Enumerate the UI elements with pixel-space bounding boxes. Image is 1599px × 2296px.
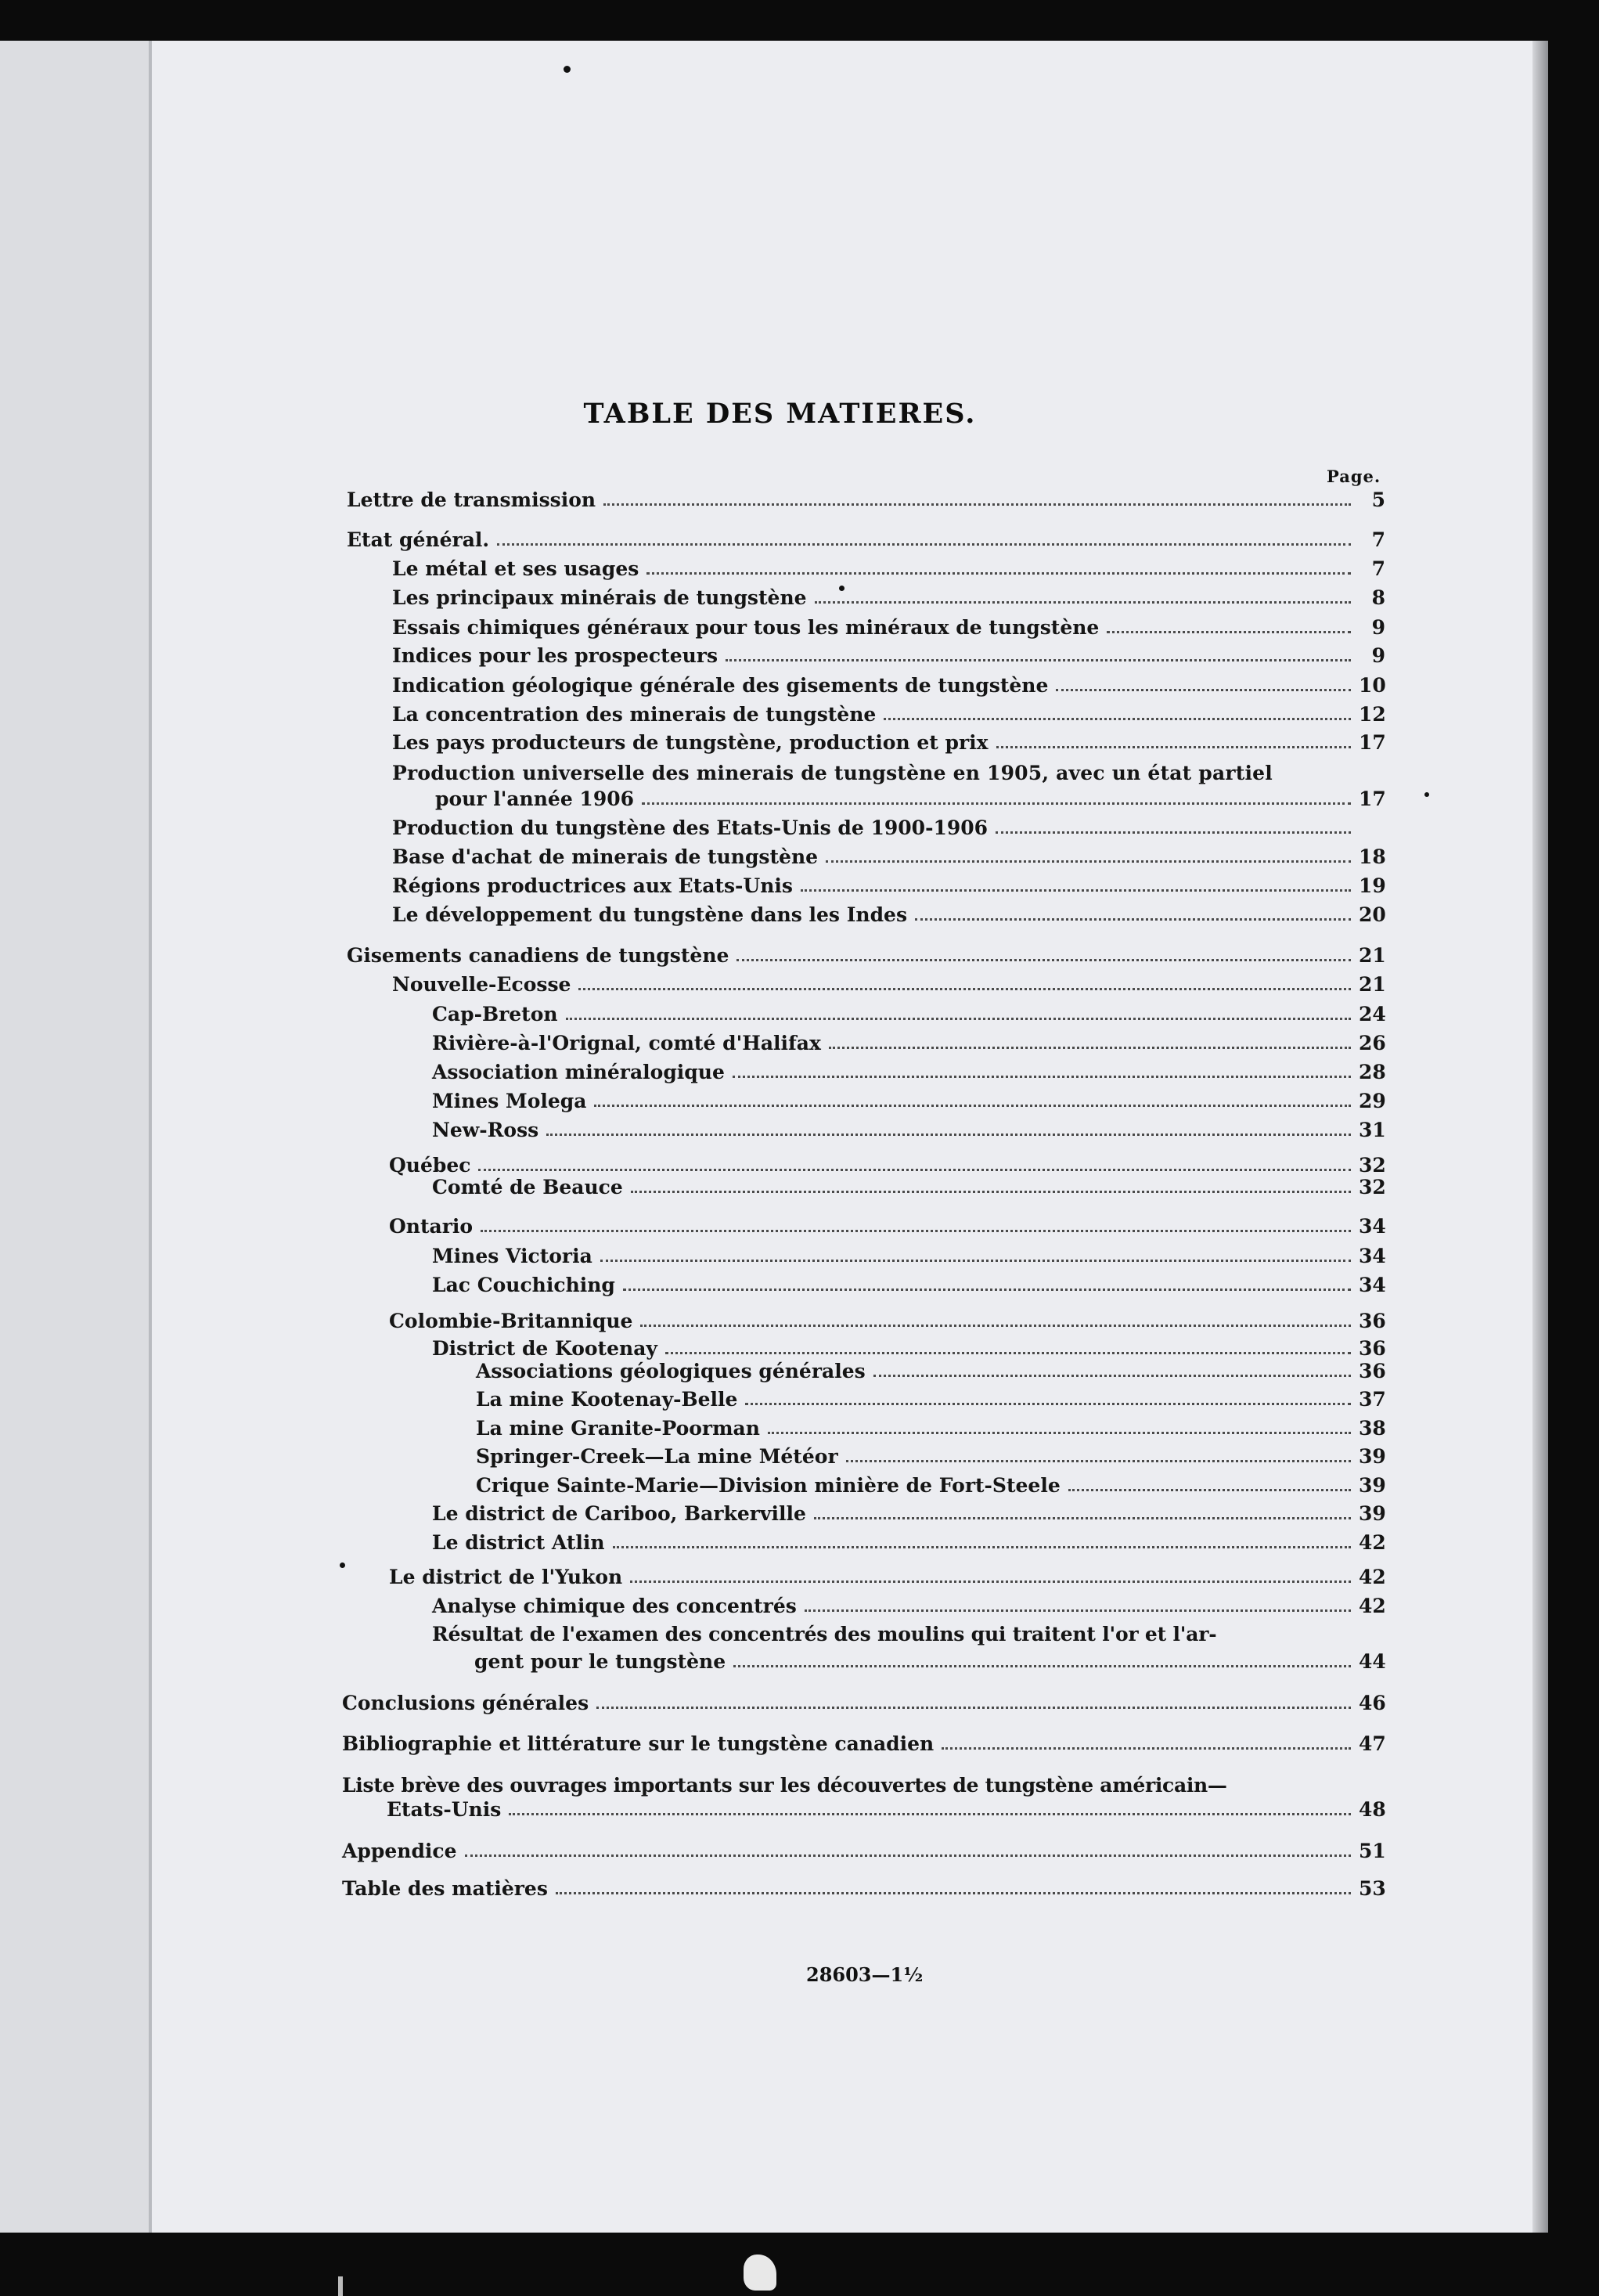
toc-entry — [347, 944, 1385, 968]
entry-text: Les pays producteurs de tungstène, production et prix — [392, 731, 989, 754]
entry-text: La mine Kootenay-Belle — [476, 1388, 738, 1411]
entry-page: 21 — [1359, 944, 1386, 967]
entry-text: Le développement du tungstène dans les Indes — [392, 903, 908, 926]
entry-page: 42 — [1359, 1566, 1386, 1588]
dot-leader — [996, 831, 1351, 834]
toc-entry — [392, 557, 1385, 581]
toc-entry — [392, 616, 1385, 640]
dot-leader — [497, 543, 1351, 546]
dot-leader — [1107, 631, 1351, 633]
entry-page: 17 — [1359, 731, 1386, 754]
entry-page: 17 — [1359, 788, 1386, 810]
dot-leader — [733, 1076, 1351, 1078]
dot-leader — [846, 1460, 1351, 1462]
dot-leader — [768, 1432, 1351, 1434]
entry-text: Mines Victoria — [432, 1245, 592, 1267]
toc-entry — [347, 528, 1385, 552]
entry-text: Table des matières — [342, 1877, 548, 1900]
dot-leader — [509, 1813, 1351, 1815]
entry-page: 32 — [1359, 1154, 1386, 1177]
dot-leader — [805, 1609, 1351, 1612]
dot-leader — [646, 572, 1351, 575]
entry-text: Mines Molega — [432, 1090, 587, 1112]
dot-leader — [630, 1581, 1351, 1583]
dot-leader — [829, 1047, 1351, 1049]
entry-page: 19 — [1359, 874, 1386, 897]
dot-leader — [556, 1892, 1351, 1894]
entry-page: 37 — [1359, 1388, 1386, 1411]
entry-text: Base d'achat de minerais de tungstène — [392, 845, 819, 868]
entry-page: 34 — [1359, 1245, 1386, 1267]
entry-text: Le métal et ses usages — [392, 557, 639, 580]
entry-text: Les principaux minérais de tungstène — [392, 586, 807, 609]
scan-artifact — [744, 2255, 776, 2291]
dot-leader — [745, 1403, 1351, 1405]
toc-entry — [432, 1061, 1385, 1084]
toc-entry — [342, 1840, 1385, 1863]
toc-entry — [432, 1245, 1385, 1268]
dot-leader — [578, 988, 1351, 990]
dot-leader — [1068, 1489, 1351, 1491]
dot-leader — [546, 1134, 1351, 1136]
entry-text: Bibliographie et littérature sur le tungstène canadien — [342, 1732, 935, 1755]
dot-leader — [631, 1191, 1351, 1193]
dot-leader — [481, 1230, 1351, 1232]
toc-entry — [392, 731, 1385, 755]
entry-page: 36 — [1359, 1360, 1386, 1382]
entry-text: Le district de l'Yukon — [389, 1566, 623, 1588]
toc-entry — [342, 1692, 1385, 1715]
toc-entry — [476, 1388, 1385, 1411]
entry-text: Conclusions générales — [342, 1692, 589, 1714]
dot-leader — [826, 860, 1351, 863]
toc-entry — [392, 674, 1385, 697]
entry-text: La mine Granite-Poorman — [476, 1417, 760, 1440]
entry-page: 21 — [1359, 973, 1386, 996]
entry-text: Springer-Creek—La mine Météor — [476, 1445, 838, 1468]
toc-entry — [389, 1310, 1385, 1333]
entry-page: 47 — [1359, 1732, 1386, 1755]
entry-page: 32 — [1359, 1176, 1386, 1198]
entry-page: 39 — [1359, 1474, 1386, 1497]
page-column-header: Page. — [1327, 467, 1381, 486]
entry-text: Analyse chimique des concentrés — [432, 1595, 797, 1617]
entry-page: 31 — [1359, 1119, 1386, 1141]
dot-leader — [736, 959, 1351, 961]
entry-text: Le district Atlin — [432, 1531, 605, 1554]
dot-leader — [726, 659, 1351, 661]
entry-page: 5 — [1371, 488, 1385, 511]
dot-leader — [942, 1747, 1351, 1750]
toc-entry — [476, 1445, 1385, 1469]
toc-entry — [432, 1502, 1385, 1526]
entry-page: 34 — [1359, 1274, 1386, 1296]
entry-page: 20 — [1359, 903, 1386, 926]
dot-leader — [915, 918, 1351, 921]
entry-page: 10 — [1359, 674, 1386, 697]
entry-page: 36 — [1359, 1310, 1386, 1332]
toc-entry — [432, 1032, 1385, 1055]
entry-page: 46 — [1359, 1692, 1386, 1714]
toc-entry — [392, 703, 1385, 726]
toc-entry — [392, 586, 1385, 610]
speck-mark — [564, 66, 571, 73]
dot-leader — [603, 503, 1351, 506]
entry-text: New-Ross — [432, 1119, 539, 1141]
scan-artifact — [338, 2276, 343, 2296]
entry-text: Associations géologiques générales — [476, 1360, 866, 1382]
entry-text: Etats-Unis — [387, 1798, 502, 1821]
toc-entry — [392, 845, 1385, 869]
entry-page: 26 — [1359, 1032, 1386, 1054]
entry-text: Appendice — [342, 1840, 457, 1862]
toc-entry — [387, 1798, 1385, 1822]
entry-text: La concentration des minerais de tungstène — [392, 703, 877, 726]
dot-leader — [873, 1375, 1351, 1377]
entry-page: 48 — [1359, 1798, 1386, 1821]
dot-leader — [665, 1352, 1351, 1354]
entry-text: Indication géologique générale des gisements de tungstène — [392, 674, 1049, 697]
dot-leader — [600, 1260, 1351, 1262]
entry-text: pour l'année 1906 — [435, 788, 635, 810]
dot-leader — [613, 1546, 1351, 1548]
entry-text: Essais chimiques généraux pour tous les minéraux de tungstène — [392, 616, 1100, 639]
toc-entry-first-line: Production universelle des minerais de tungstène en 1905, avec un état partiel — [392, 762, 1273, 784]
toc-entry — [435, 788, 1385, 811]
page-title: TABLE DES MATIERES. — [583, 398, 977, 430]
toc-entry — [432, 1003, 1385, 1026]
page-edge — [1532, 41, 1548, 2233]
dot-leader — [623, 1289, 1351, 1291]
entry-page: 29 — [1359, 1090, 1386, 1112]
toc-entry-first-line: Liste brève des ouvrages importants sur les découvertes de tungstène américain— — [342, 1774, 1227, 1797]
entry-text: Régions productrices aux Etats-Unis — [392, 874, 793, 897]
toc-entry — [432, 1531, 1385, 1555]
dot-leader — [996, 746, 1351, 748]
entry-page: 34 — [1359, 1215, 1386, 1238]
dot-leader — [815, 601, 1351, 604]
entry-page: 7 — [1371, 528, 1385, 551]
entry-page: 39 — [1359, 1445, 1386, 1468]
printer-code: 28603—1½ — [806, 1963, 924, 1986]
dot-leader — [465, 1854, 1351, 1857]
toc-entry — [347, 488, 1385, 512]
entry-page: 38 — [1359, 1417, 1386, 1440]
dot-leader — [596, 1707, 1351, 1709]
dot-leader — [1056, 689, 1351, 691]
toc-entry — [476, 1474, 1385, 1498]
dot-leader — [733, 1665, 1351, 1667]
entry-text: Rivière-à-l'Orignal, comté d'Halifax — [432, 1032, 821, 1054]
dot-leader — [642, 802, 1351, 805]
dot-leader — [814, 1517, 1351, 1519]
entry-text: Cap-Breton — [432, 1003, 558, 1025]
entry-text: Lettre de transmission — [347, 488, 596, 511]
toc-entry — [474, 1650, 1385, 1674]
toc-entry — [432, 1274, 1385, 1297]
dot-leader — [640, 1325, 1351, 1327]
dot-leader — [566, 1018, 1351, 1020]
entry-page: 18 — [1359, 845, 1386, 868]
toc-entry — [432, 1090, 1385, 1113]
toc-entry — [432, 1337, 1385, 1361]
toc-entry-first-line: Résultat de l'examen des concentrés des moulins qui traitent l'or et l'ar- — [432, 1623, 1217, 1645]
dot-leader — [801, 889, 1351, 892]
entry-text: Etat général. — [347, 528, 490, 551]
entry-text: Production du tungstène des Etats-Unis de 1900-1906 — [392, 816, 989, 839]
entry-text: Gisements canadiens de tungstène — [347, 944, 729, 967]
entry-text: Comté de Beauce — [432, 1176, 623, 1198]
toc-entry — [392, 644, 1385, 668]
entry-text: Crique Sainte-Marie—Division minière de Fort-Steele — [476, 1474, 1061, 1497]
entry-page: 42 — [1359, 1531, 1386, 1554]
toc-entry — [342, 1877, 1385, 1901]
entry-text: Association minéralogique — [432, 1061, 725, 1083]
toc-entry — [432, 1176, 1385, 1199]
speck-mark — [1424, 792, 1429, 797]
entry-page: 39 — [1359, 1502, 1386, 1525]
entry-page: 28 — [1359, 1061, 1386, 1083]
entry-text: Indices pour les prospecteurs — [392, 644, 718, 667]
entry-text: Le district de Cariboo, Barkerville — [432, 1502, 806, 1525]
entry-text: District de Kootenay — [432, 1337, 657, 1360]
toc-entry — [392, 816, 1385, 840]
toc-entry — [432, 1119, 1385, 1142]
toc-entry — [392, 903, 1385, 927]
toc-entry — [389, 1215, 1385, 1238]
entry-text: Lac Couchiching — [432, 1274, 615, 1296]
entry-page: 53 — [1359, 1877, 1386, 1900]
entry-text: Québec — [389, 1154, 471, 1177]
entry-page: 7 — [1371, 557, 1385, 580]
entry-page: 9 — [1371, 644, 1385, 667]
toc-entry — [476, 1360, 1385, 1383]
entry-text: gent pour le tungstène — [474, 1650, 726, 1673]
entry-text: Ontario — [389, 1215, 474, 1238]
entry-text: Nouvelle-Ecosse — [392, 973, 571, 996]
entry-page: 9 — [1371, 616, 1385, 639]
toc-entry — [342, 1732, 1385, 1756]
toc-entry — [476, 1417, 1385, 1440]
toc-entry — [432, 1595, 1385, 1618]
toc-entry — [389, 1566, 1385, 1589]
dot-leader — [594, 1105, 1351, 1107]
dot-leader — [884, 718, 1351, 720]
toc-entry — [392, 874, 1385, 898]
entry-page: 51 — [1359, 1840, 1386, 1862]
toc-entry — [392, 973, 1385, 997]
toc-entry — [389, 1154, 1385, 1177]
entry-page: 44 — [1359, 1650, 1386, 1673]
speck-mark — [340, 1563, 345, 1568]
entry-text: Colombie-Britannique — [389, 1310, 633, 1332]
entry-page: 8 — [1371, 586, 1385, 609]
entry-page: 12 — [1359, 703, 1386, 726]
dot-leader — [478, 1169, 1351, 1171]
entry-page: 36 — [1359, 1337, 1386, 1360]
entry-page: 42 — [1359, 1595, 1386, 1617]
entry-page: 24 — [1359, 1003, 1386, 1025]
